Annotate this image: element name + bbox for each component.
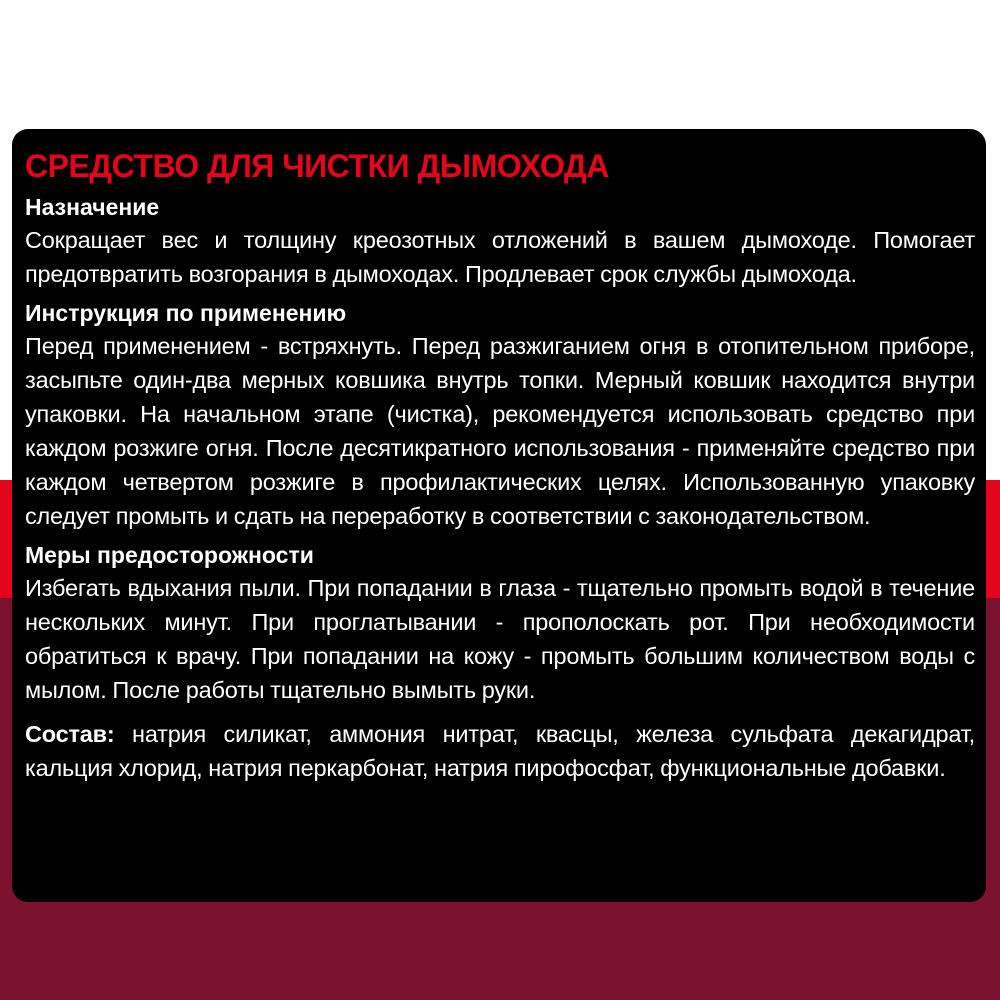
info-card	[12, 129, 986, 902]
card-content	[25, 141, 975, 791]
composition-label: Состав:	[25, 721, 115, 747]
composition	[25, 717, 975, 785]
composition-text: натрия силикат, аммония нитрат, квасцы, железа сульфата декагидрат, кальция хлорид, натрия перкарбонат, натрия пирофосфат, функциональные добавки.	[25, 721, 975, 781]
product-title: СРЕДСТВО ДЛЯ ЧИСТКИ ДЫМОХОДА	[25, 148, 609, 184]
section-heading-instructions: Инструкция по применению	[25, 300, 347, 326]
section-text-instructions: Перед применением - встряхнуть. Перед разжиганием огня в отопительном приборе, засыпьте один-два мерных ковшика внутрь топки. Мерный ковшик находится внутри упаковки. На начальном этапе (чистка), рекомендуется использовать средство при каждом розжиге огня. После десятикратного использования - применяйте средство при каждом четвертом розжиге в профилактических целях. Использованную упаковку следует промыть и сдать на переработку в соответствии с законодательством.	[25, 333, 975, 529]
section-text-precautions: Избегать вдыхания пыли. При попадании в глаза - тщательно промыть водой в течение нескольких минут. При проглатывании - прополоскать рот. При необходимости обратиться к врачу. При попадании на кожу - промыть большим количеством воды с мылом. После работы тщательно вымыть руки.	[25, 575, 975, 703]
section-text-purpose: Сокращает вес и толщину креозотных отложений в вашем дымоходе. Помогает предотвратить возгорания в дымоходах. Продлевает срок службы дымохода.	[25, 227, 975, 287]
section-heading-purpose: Назначение	[25, 194, 160, 220]
section-heading-precautions: Меры предосторожности	[25, 542, 314, 568]
